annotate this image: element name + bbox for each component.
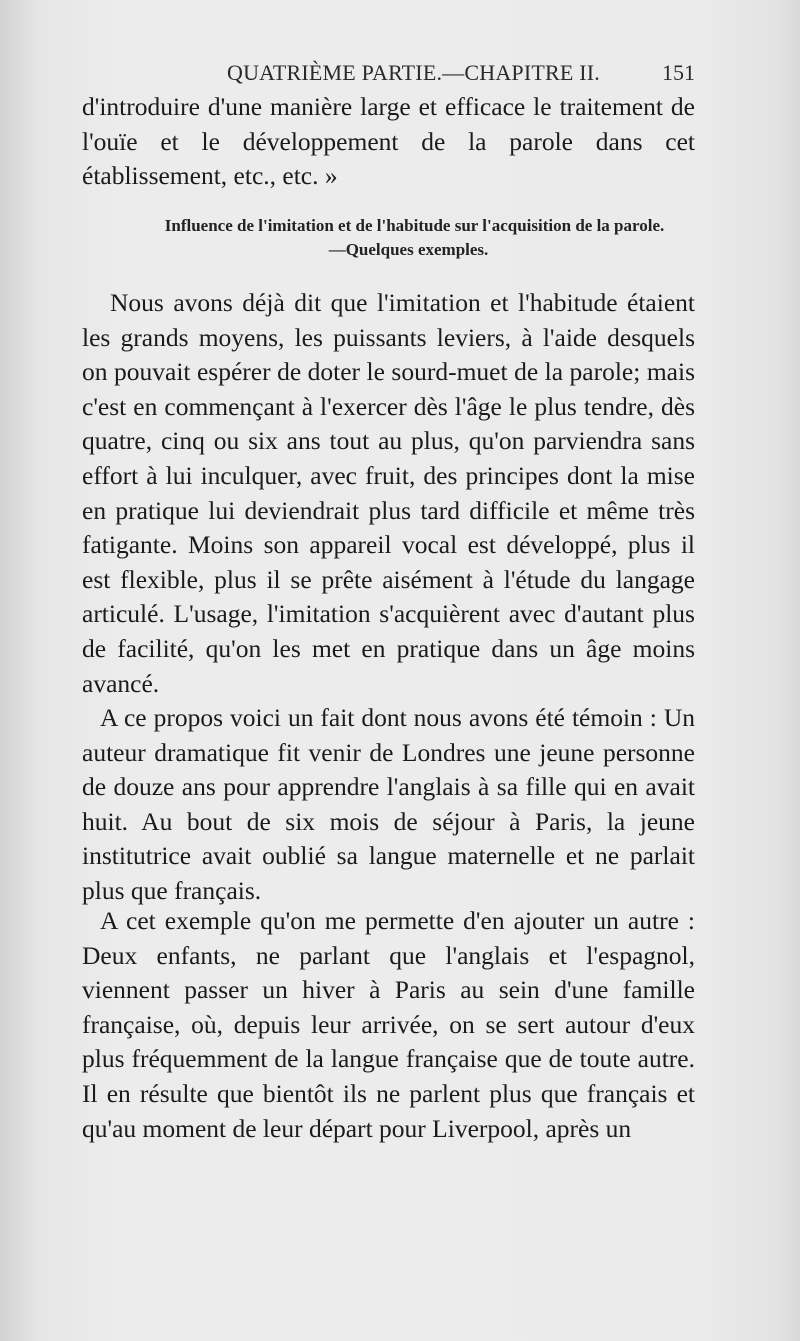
paragraph-imitation-habit: Nous avons déjà dit que l'imitation et l'habitude étaient les grands moyens, les puissants leviers, à l'aide desquels on pouvait espérer de doter le sourd-muet de la parole; mais c'est en commençant à l'exercer dès l'âge le plus tendre, dès quatre, cinq ou six ans tout au plus, qu'on parviendra sans effort à lui inculquer, avec fruit, des principes dont la mise en pratique lui deviendrait plus tard difficile et même très fatigante. Moins son appareil vocal est développé, plus il est flexible, plus il se prête aisément à l'étude du langage articulé. L'usage, l'imitation s'acquièrent avec d'autant plus de facilité, qu'on les met en pratique dans un âge moins avancé. — [82, 288, 695, 698]
page-number: 151 — [662, 60, 695, 85]
subheading-line-2: —Quelques exemples. — [328, 240, 489, 259]
page-header — [82, 58, 695, 88]
paragraph-example-children: A cet exemple qu'on me permette d'en ajouter un autre : Deux enfants, ne parlant que l'anglais et l'espagnol, viennent passer un hiver à Paris au sein d'une famille française, où, depuis leur arrivée, on se sert autour d'eux plus fréquemment de la langue française que de toute autre. Il en résulte que bientôt ils ne parlent plus que français et qu'au moment de leur départ pour Liverpool, après un — [82, 906, 695, 1143]
subheading-line-1: Influence de l'imitation et de l'habitude sur l'acquisition de la parole. — [164, 216, 665, 235]
paragraph-example-governess: A ce propos voici un fait dont nous avons été témoin : Un auteur dramatique fit venir de Londres une jeune personne de douze ans pour apprendre l'anglais à sa fille qui en avait huit. Au bout de six mois de séjour à Paris, la jeune institutrice avait oublié sa langue maternelle et ne parlait plus que français. — [82, 703, 695, 905]
running-head: QUATRIÈME PARTIE.—CHAPITRE II. — [227, 60, 600, 85]
section-subheading — [82, 214, 695, 262]
paragraph-continuation: d'introduire d'une manière large et efficace le traitement de l'ouïe et le développement de la parole dans cet établissement, etc., etc. » — [82, 92, 695, 191]
